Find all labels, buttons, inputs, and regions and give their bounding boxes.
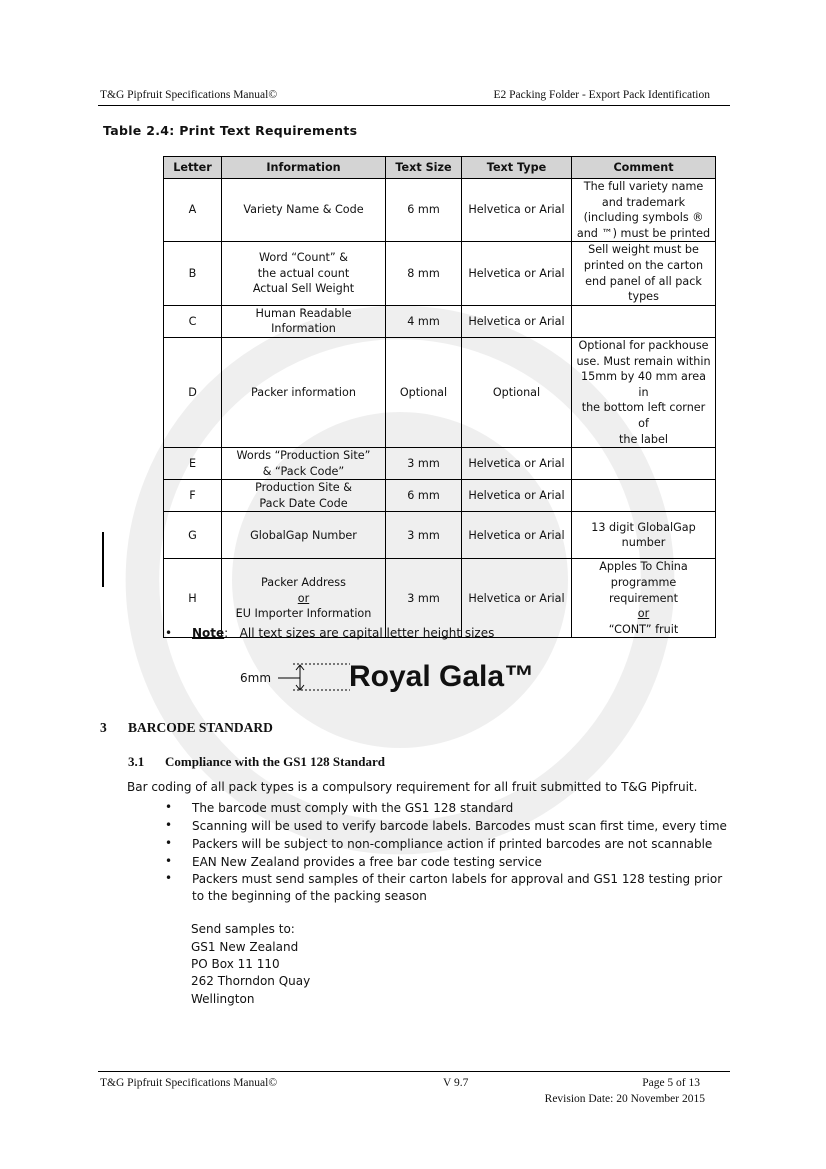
height-dimension-arrow-icon bbox=[276, 660, 352, 694]
cell-size: 6 mm bbox=[386, 179, 462, 242]
cell-type: Helvetica or Arial bbox=[462, 480, 572, 512]
cell-letter: E bbox=[164, 448, 222, 480]
header-section-title: E2 Packing Folder - Export Pack Identification bbox=[493, 89, 710, 101]
cell-size: 3 mm bbox=[386, 559, 462, 638]
cell-type: Helvetica or Arial bbox=[462, 242, 572, 305]
column-header: Text Type bbox=[462, 157, 572, 179]
cell-size: 4 mm bbox=[386, 305, 462, 337]
list-item: Packers will be subject to non-compliance action if printed barcodes are not scannable bbox=[192, 837, 713, 851]
bullet-icon: • bbox=[165, 836, 173, 850]
list-item: Packers must send samples of their carton labels for approval and GS1 128 testing prior to the beginning of the packing season bbox=[192, 872, 723, 903]
column-header: Comment bbox=[572, 157, 716, 179]
section-title: BARCODE STANDARD bbox=[128, 720, 273, 735]
cell-info: Packer Address or EU Importer Information bbox=[222, 559, 386, 638]
bullet-icon: • bbox=[165, 854, 173, 868]
cell-info: Variety Name & Code bbox=[222, 179, 386, 242]
address-line: PO Box 11 110 bbox=[191, 957, 280, 971]
column-header: Text Size bbox=[386, 157, 462, 179]
address-line: 262 Thorndon Quay bbox=[191, 974, 311, 988]
address-line: Wellington bbox=[191, 992, 255, 1006]
cell-comment: Apples To China programme requirement or “CONT” fruit bbox=[572, 559, 716, 638]
table-caption: Table 2.4: Print Text Requirements bbox=[103, 123, 358, 138]
bullet-icon: • bbox=[165, 800, 173, 814]
cell-type: Helvetica or Arial bbox=[462, 179, 572, 242]
cell-comment bbox=[572, 448, 716, 480]
subsection-title: Compliance with the GS1 128 Standard bbox=[165, 754, 385, 769]
cell-size: Optional bbox=[386, 337, 462, 447]
cell-type: Helvetica or Arial bbox=[462, 305, 572, 337]
cell-info: Human Readable Information bbox=[222, 305, 386, 337]
cell-letter: F bbox=[164, 480, 222, 512]
cell-comment: Sell weight must be printed on the carton end panel of all pack types bbox=[572, 242, 716, 305]
cell-info: Production Site & Pack Date Code bbox=[222, 480, 386, 512]
revision-change-bar bbox=[102, 532, 104, 587]
note: Note: All text sizes are capital letter height sizes bbox=[192, 626, 495, 640]
header-manual-title: T&G Pipfruit Specifications Manual© bbox=[100, 89, 278, 101]
list-item: The barcode must comply with the GS1 128 standard bbox=[192, 801, 514, 815]
cell-letter: C bbox=[164, 305, 222, 337]
cell-size: 6 mm bbox=[386, 480, 462, 512]
demo-size-label: 6mm bbox=[240, 671, 272, 685]
address-line: GS1 New Zealand bbox=[191, 940, 299, 954]
footer-revision-date: Revision Date: 20 November 2015 bbox=[544, 1093, 705, 1105]
cell-info: Words “Production Site” & “Pack Code” bbox=[222, 448, 386, 480]
table-row bbox=[164, 480, 716, 512]
footer-version: V 9.7 bbox=[443, 1077, 469, 1089]
cell-letter: B bbox=[164, 242, 222, 305]
table-row bbox=[164, 512, 716, 559]
cell-size: 8 mm bbox=[386, 242, 462, 305]
column-header: Information bbox=[222, 157, 386, 179]
cell-info: Word “Count” & the actual count Actual Sell Weight bbox=[222, 242, 386, 305]
cell-size: 3 mm bbox=[386, 512, 462, 559]
cell-comment: The full variety name and trademark (including symbols ® and ™) must be printed bbox=[572, 179, 716, 242]
list-item: EAN New Zealand provides a free bar code testing service bbox=[192, 855, 542, 869]
cell-comment: Optional for packhouse use. Must remain within 15mm by 40 mm area in the bottom left corner of the label bbox=[572, 337, 716, 447]
note-label: Note bbox=[192, 626, 225, 640]
table-header-row bbox=[164, 157, 716, 179]
note-text: All text sizes are capital letter height sizes bbox=[239, 626, 495, 640]
cell-letter: D bbox=[164, 337, 222, 447]
cell-comment bbox=[572, 480, 716, 512]
page-header bbox=[98, 89, 730, 106]
list-item: Scanning will be used to verify barcode labels. Barcodes must scan first time, every time bbox=[192, 819, 727, 833]
bullet-icon: • bbox=[165, 818, 173, 832]
address-line: Send samples to: bbox=[191, 922, 295, 936]
column-header: Letter bbox=[164, 157, 222, 179]
cell-size: 3 mm bbox=[386, 448, 462, 480]
bullet-icon: • bbox=[165, 626, 173, 640]
section-number: 3 bbox=[100, 720, 107, 735]
cell-comment: 13 digit GlobalGap number bbox=[572, 512, 716, 559]
cell-type: Helvetica or Arial bbox=[462, 512, 572, 559]
table-row bbox=[164, 337, 716, 447]
cell-letter: G bbox=[164, 512, 222, 559]
cell-type: Helvetica or Arial bbox=[462, 559, 572, 638]
cell-letter: A bbox=[164, 179, 222, 242]
footer-page-number: Page 5 of 13 bbox=[642, 1077, 700, 1089]
cell-letter: H bbox=[164, 559, 222, 638]
intro-paragraph: Bar coding of all pack types is a compulsory requirement for all fruit submitted to T&G Pipfruit. bbox=[127, 780, 698, 794]
subsection-number: 3.1 bbox=[128, 754, 145, 769]
cell-comment bbox=[572, 305, 716, 337]
print-text-requirements-table bbox=[163, 156, 716, 638]
cell-type: Helvetica or Arial bbox=[462, 448, 572, 480]
bullet-icon: • bbox=[165, 871, 173, 885]
table-row bbox=[164, 179, 716, 242]
cell-info: Packer information bbox=[222, 337, 386, 447]
table-row bbox=[164, 448, 716, 480]
cell-info: GlobalGap Number bbox=[222, 512, 386, 559]
table-row bbox=[164, 242, 716, 305]
table-row bbox=[164, 305, 716, 337]
cell-type: Optional bbox=[462, 337, 572, 447]
demo-sample-text: Royal Gala™ bbox=[349, 660, 535, 693]
footer-manual-title: T&G Pipfruit Specifications Manual© bbox=[100, 1077, 278, 1089]
page-footer bbox=[98, 1071, 730, 1105]
